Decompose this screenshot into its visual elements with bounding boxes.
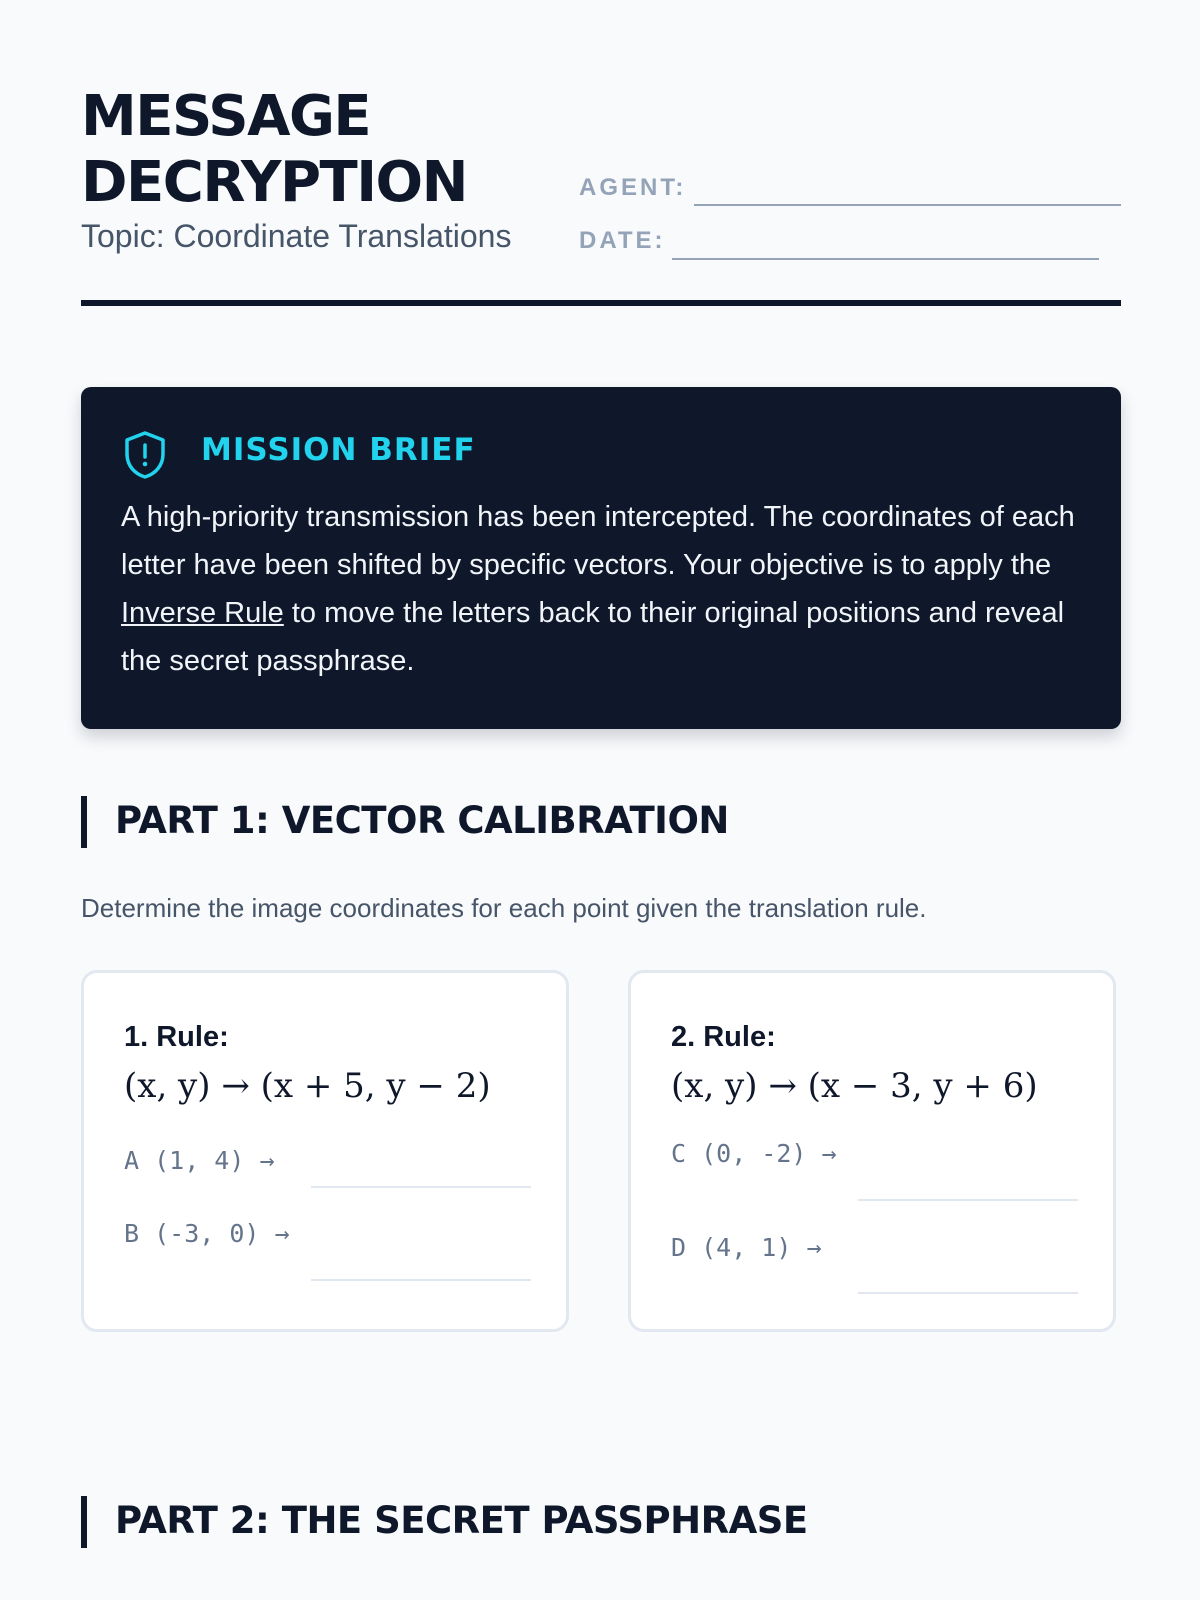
topic-subtitle: Topic: Coordinate Translations [81,218,512,254]
inverse-rule-link[interactable]: Inverse Rule [121,597,284,629]
part-2-heading [81,1496,1121,1548]
brief-text-part-2: to move the letters back to their original positions and reveal the secret passphrase. [121,597,1065,677]
rule-card-2 [628,970,1116,1332]
worksheet-title [81,84,467,216]
title-line-1: MESSAGE [81,84,371,149]
rule-card-2-title: 2. Rule: [671,1021,776,1053]
worksheet-header [81,84,1121,306]
point-b-label: B (-3, 0) → [124,1219,290,1248]
point-b-answer-line[interactable] [311,1279,531,1281]
agent-label: AGENT: [579,174,687,201]
point-a-label: A (1, 4) → [124,1146,275,1175]
mission-brief-title: MISSION BRIEF [201,432,476,468]
rule-card-1 [81,970,569,1332]
point-d-answer-line[interactable] [858,1292,1078,1294]
part-1-accent-bar [81,796,87,848]
mission-brief-panel [81,387,1121,729]
brief-text-part-1: A high-priority transmission has been intercepted. The coordinates of each letter have been shifted by specific vectors. Your objective is to apply the [121,501,1075,581]
point-d-label: D (4, 1) → [671,1233,822,1262]
rule-card-2-formula: (x, y) → (x − 3, y + 6) [671,1066,1038,1106]
part-1-heading [81,796,1121,848]
date-input-line[interactable] [672,258,1099,260]
agent-input-line[interactable] [694,204,1121,206]
date-label: DATE: [579,227,666,254]
rule-card-1-formula: (x, y) → (x + 5, y − 2) [124,1066,491,1106]
title-line-2: DECRYPTION [81,150,467,215]
mission-brief-text [121,493,1096,685]
part-1-title: PART 1: VECTOR CALIBRATION [115,799,729,842]
header-divider [81,300,1121,306]
point-a-answer-line[interactable] [311,1186,531,1188]
point-c-answer-line[interactable] [858,1199,1078,1201]
part-1-instructions: Determine the image coordinates for each point given the translation rule. [81,893,927,923]
rule-card-1-title: 1. Rule: [124,1021,229,1053]
part-2-accent-bar [81,1496,87,1548]
shield-alert-icon [122,430,168,480]
point-c-label: C (0, -2) → [671,1139,837,1168]
part-2-title: PART 2: THE SECRET PASSPHRASE [115,1499,808,1542]
